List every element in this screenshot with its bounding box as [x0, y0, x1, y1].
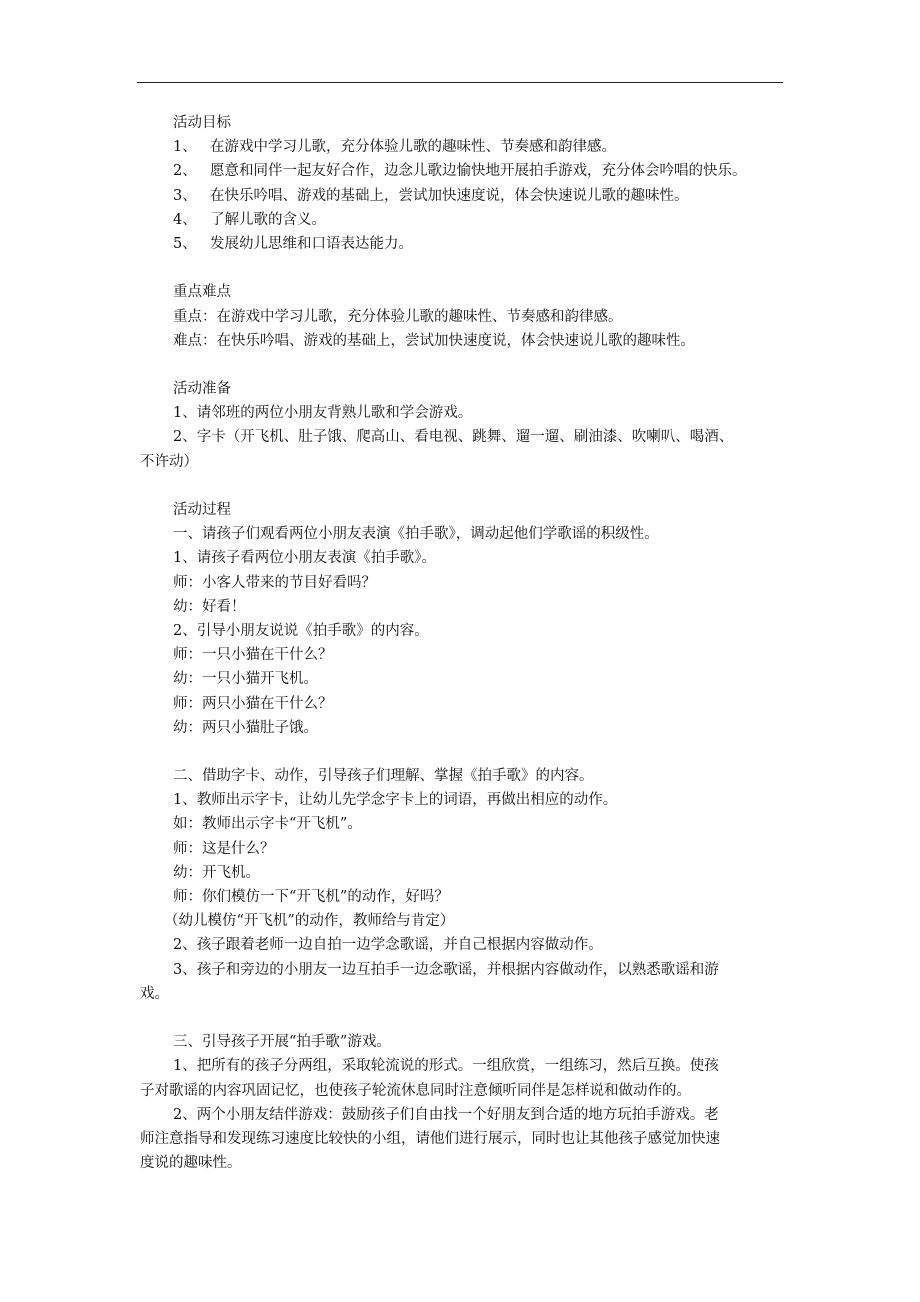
document-body	[140, 111, 786, 1175]
process-part3-heading: 三、引导孩子开展“拍手歌”游戏。	[173, 1034, 391, 1051]
focus-key-point: 重点：在游戏中学习儿歌，充分体验儿歌的趣味性、节奏感和韵律感。	[173, 308, 623, 325]
spacer	[140, 740, 786, 764]
process-line: 师：小客人带来的节目好看吗？	[173, 574, 376, 591]
process-line: 2、两个小朋友结伴游戏：鼓励孩子们自由找一个好朋友到合适的地方玩拍手游戏。老	[173, 1106, 719, 1123]
process-line: 师：这是什么？	[173, 840, 275, 857]
process-line: 幼：一只小猫开飞机。	[173, 671, 318, 688]
process-note: （幼儿模仿“开飞机”的动作，教师给与肯定）	[164, 913, 455, 930]
goal-item-1: 1、 在游戏中学习儿歌，充分体验儿歌的趣味性、节奏感和韵律感。	[173, 139, 616, 156]
process-line: 一、请孩子们观看两位小朋友表演《拍手歌》，调动起他们学歌谣的积级性。	[173, 526, 659, 543]
process-line: 师：你们模仿一下“开飞机”的动作，好吗？	[173, 889, 449, 905]
process-line: 如：教师出示字卡“开飞机”。	[173, 816, 362, 833]
process-line: 师：两只小猫在干什么？	[173, 695, 333, 712]
prep-item-2-line-1: 2、字卡（开飞机、肚子饿、爬高山、看电视、跳舞、遛一遛、刷油漆、吹喇叭、喝酒、	[173, 429, 734, 446]
process-line: 子对歌谣的内容巩固记忆，也使孩子轮流休息同时注意倾听同伴是怎样说和做动作的。	[140, 1082, 691, 1099]
process-line: 二、借助字卡、动作，引导孩子们理解、掌握《拍手歌》的内容。	[173, 768, 594, 785]
focus-difficulty: 难点：在快乐吟唱、游戏的基础上，尝试加快速度说，体会快速说儿歌的趣味性。	[173, 332, 695, 349]
section-heading-focus: 重点难点	[173, 284, 231, 301]
process-line: 幼：两只小猫肚子饿。	[173, 719, 318, 736]
process-line: 3、孩子和旁边的小朋友一边互拍手一边念歌谣，并根据内容做动作，以熟悉歌谣和游	[173, 961, 719, 978]
process-line: 1、把所有的孩子分两组，采取轮流说的形式。一组欣赏，一组练习，然后互换。使孩	[173, 1058, 719, 1075]
goal-item-5: 5、 发展幼儿思维和口语表达能力。	[173, 235, 413, 252]
spacer	[140, 1006, 786, 1030]
process-line: 师：一只小猫在干什么？	[173, 647, 333, 664]
spacer	[140, 474, 786, 498]
process-line: 幼：开飞机。	[173, 864, 260, 881]
process-line: 师注意指导和发现练习速度比较快的小组，请他们进行展示，同时也让其他孩子感觉加快速	[140, 1130, 720, 1147]
section-heading-prep: 活动准备	[173, 381, 231, 398]
goal-item-4: 4、 了解儿歌的含义。	[173, 211, 326, 228]
process-line: 2、孩子跟着老师一边自拍一边学念歌谣，并自己根据内容做动作。	[173, 937, 603, 954]
section-heading-process: 活动过程	[173, 502, 231, 518]
process-line: 1、请孩子看两位小朋友表演《拍手歌》。	[173, 550, 436, 567]
process-line: 1、教师出示字卡，让幼儿先学念字卡上的词语，再做出相应的动作。	[173, 792, 618, 809]
header-rule	[137, 82, 783, 83]
process-line: 2、引导小朋友说说《拍手歌》的内容。	[173, 622, 429, 639]
process-line: 幼：好看！	[173, 598, 246, 615]
prep-item-1: 1、请邻班的两位小朋友背熟儿歌和学会游戏。	[173, 405, 473, 422]
process-line: 度说的趣味性。	[140, 1155, 242, 1172]
process-line: 戏。	[140, 985, 169, 1002]
prep-item-2-line-2: 不许动）	[140, 453, 198, 470]
goal-item-2: 2、 愿意和同伴一起友好合作，边念儿歌边愉快地开展拍手游戏，充分体会吟唱的快乐。	[173, 163, 747, 180]
goal-item-3: 3、 在快乐吟唱、游戏的基础上，尝试加快速度说，体会快速说儿歌的趣味性。	[173, 187, 689, 204]
spacer	[140, 353, 786, 377]
spacer	[140, 256, 786, 280]
section-heading-goals: 活动目标	[173, 115, 231, 131]
